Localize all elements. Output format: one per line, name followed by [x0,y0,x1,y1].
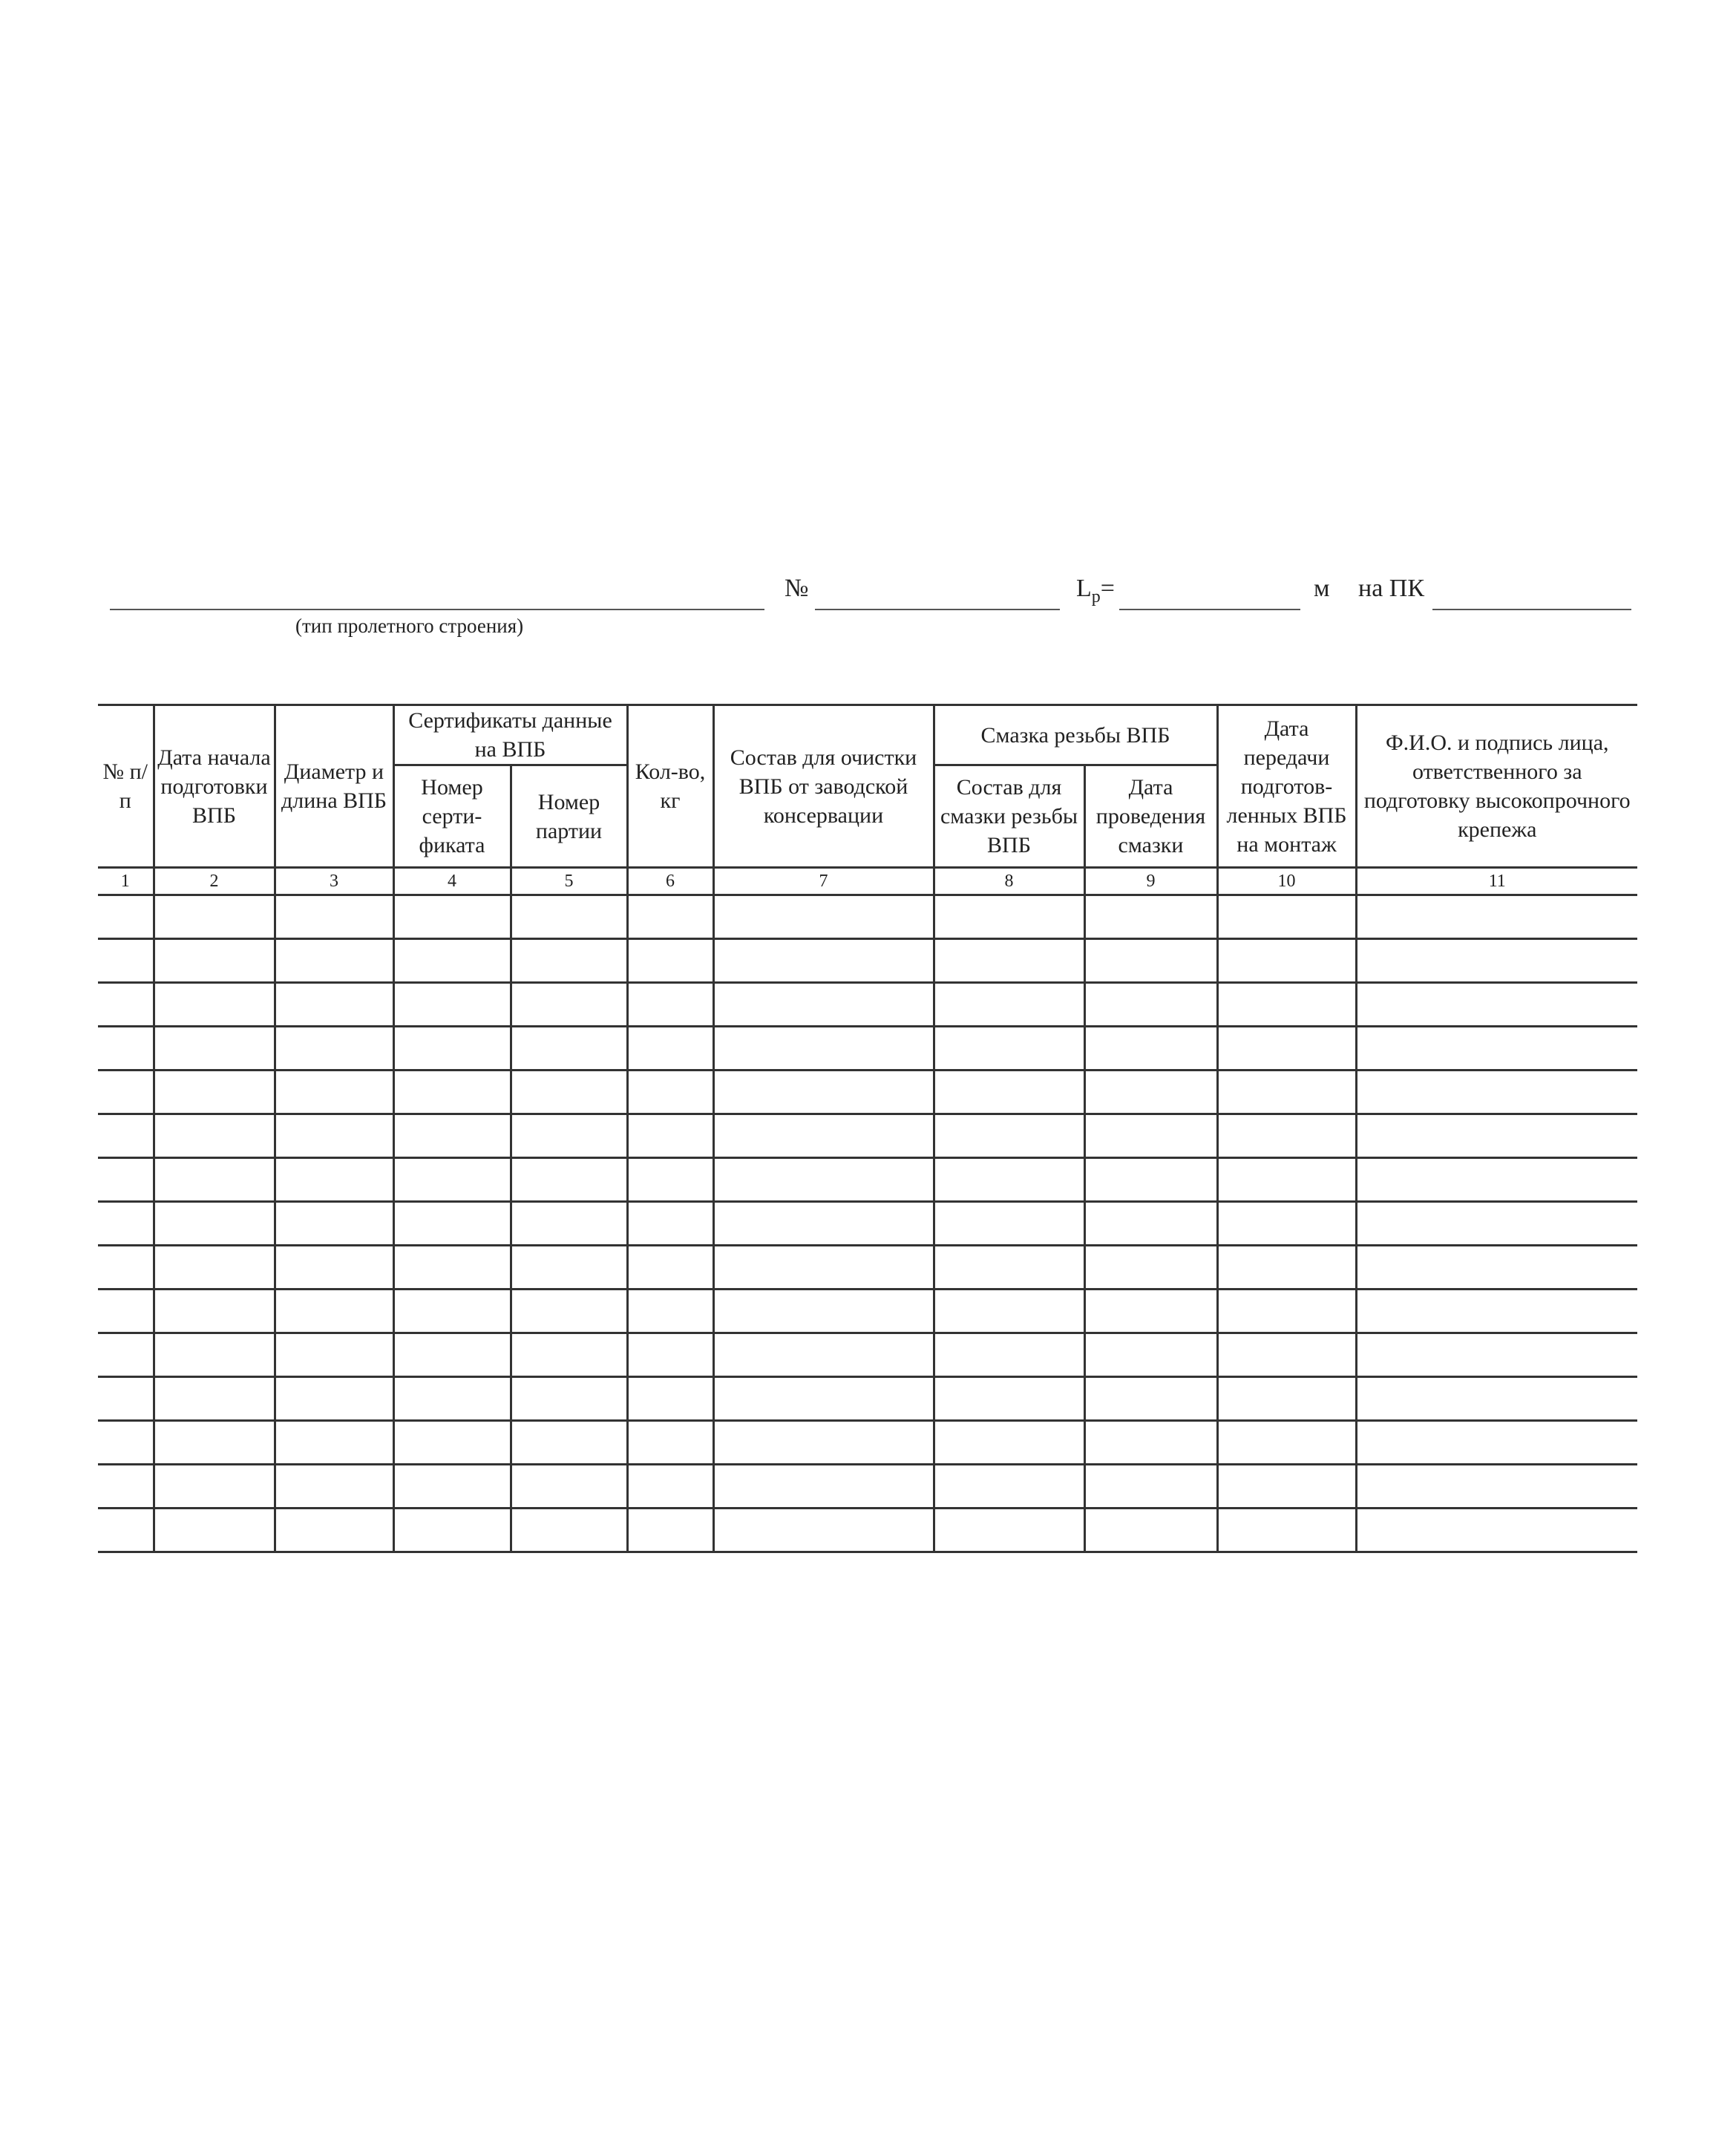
table-cell[interactable] [1084,1202,1217,1246]
table-cell[interactable] [713,1246,934,1290]
table-cell[interactable] [713,895,934,939]
table-cell[interactable] [1356,1246,1637,1290]
table-cell[interactable] [393,939,511,983]
table-row [98,983,1637,1027]
column-number: 10 [1217,868,1356,895]
table-cell[interactable] [713,1027,934,1071]
length-label-eq: = [1100,575,1115,602]
span-type-blank[interactable] [110,572,764,610]
table-cell[interactable] [1217,1377,1356,1421]
table-row [98,1246,1637,1290]
table-cell[interactable] [275,1333,393,1377]
table-cell[interactable] [713,1509,934,1552]
table-cell[interactable] [98,1114,154,1158]
table-cell[interactable] [627,939,713,983]
table-cell[interactable] [1356,1421,1637,1465]
table-cell[interactable] [627,1333,713,1377]
table-cell[interactable] [511,1421,627,1465]
table-cell[interactable] [713,1202,934,1246]
col-diameter-header: Диаметр и длина ВПБ [275,705,393,868]
table-cell[interactable] [1084,1114,1217,1158]
table-cell[interactable] [154,939,275,983]
column-number: 7 [713,868,934,895]
table-cell[interactable] [154,1333,275,1377]
table-cell[interactable] [1217,1333,1356,1377]
table-cell[interactable] [1356,1509,1637,1552]
table-cell[interactable] [154,1202,275,1246]
table-cell[interactable] [627,1246,713,1290]
table-cell[interactable] [627,1027,713,1071]
table-cell[interactable] [98,1421,154,1465]
column-number: 2 [154,868,275,895]
table-cell[interactable] [511,1158,627,1202]
table-cell[interactable] [393,1333,511,1377]
table-cell[interactable] [511,895,627,939]
table-cell[interactable] [511,1114,627,1158]
table-cell[interactable] [511,1465,627,1509]
table-cell[interactable] [275,1114,393,1158]
col-lube-date-header: Дата проведения смазки [1084,765,1217,868]
table-row [98,1333,1637,1377]
table-cell[interactable] [934,1246,1084,1290]
table-cell[interactable] [154,1509,275,1552]
table-cell[interactable] [627,1158,713,1202]
table-cell[interactable] [393,1246,511,1290]
table-cell[interactable] [511,1290,627,1333]
table-cell[interactable] [934,1114,1084,1158]
table-cell[interactable] [511,1377,627,1421]
table-cell[interactable] [275,1027,393,1071]
table-cell[interactable] [627,1465,713,1509]
table-cell[interactable] [98,1333,154,1377]
table-row [98,1421,1637,1465]
table-cell[interactable] [713,1290,934,1333]
table-cell[interactable] [713,1465,934,1509]
table-cell[interactable] [1356,939,1637,983]
table-cell[interactable] [1084,895,1217,939]
table-cell[interactable] [275,1071,393,1114]
table-cell[interactable] [393,1377,511,1421]
table-cell[interactable] [1356,895,1637,939]
table-cell[interactable] [934,1333,1084,1377]
table-cell[interactable] [1217,1114,1356,1158]
table-cell[interactable] [275,1421,393,1465]
table-cell[interactable] [393,1027,511,1071]
table-cell[interactable] [393,1290,511,1333]
column-number: 5 [511,868,627,895]
table-cell[interactable] [627,895,713,939]
table-cell[interactable] [934,1465,1084,1509]
table-cell[interactable] [275,1158,393,1202]
table-row [98,1114,1637,1158]
table-cell[interactable] [934,1421,1084,1465]
table-cell[interactable] [1356,1158,1637,1202]
column-number: 8 [934,868,1084,895]
table-cell[interactable] [1217,895,1356,939]
col-lube-composition-header: Состав для смазки резьбы ВПБ [934,765,1084,868]
number-label: № [785,575,809,602]
column-number: 9 [1084,868,1217,895]
table-cell[interactable] [275,1290,393,1333]
table-cell[interactable] [1356,1027,1637,1071]
table-cell[interactable] [1084,1027,1217,1071]
table-cell[interactable] [98,1246,154,1290]
table-cell[interactable] [98,1027,154,1071]
table-cell[interactable] [393,1071,511,1114]
table-cell[interactable] [154,983,275,1027]
table-cell[interactable] [393,1509,511,1552]
table-cell[interactable] [275,1509,393,1552]
table-cell[interactable] [1356,1071,1637,1114]
table-cell[interactable] [627,1421,713,1465]
table-cell[interactable] [98,939,154,983]
table-cell[interactable] [713,983,934,1027]
table-cell[interactable] [934,1377,1084,1421]
table-cell[interactable] [511,1246,627,1290]
table-cell[interactable] [154,1421,275,1465]
table-cell[interactable] [511,1202,627,1246]
table-cell[interactable] [98,1465,154,1509]
table-cell[interactable] [1084,939,1217,983]
table-cell[interactable] [511,1071,627,1114]
table-cell[interactable] [713,1421,934,1465]
table-cell[interactable] [154,1377,275,1421]
table-cell[interactable] [934,1027,1084,1071]
table-cell[interactable] [393,983,511,1027]
table-row [98,1465,1637,1509]
table-cell[interactable] [934,1509,1084,1552]
table-cell[interactable] [1217,939,1356,983]
col-responsible-header: Ф.И.О. и подпись лица, ответственного за подготовку высокопрочного крепежа [1356,705,1637,868]
journal-table [98,704,1637,1553]
table-cell[interactable] [393,895,511,939]
table-row [98,1071,1637,1114]
table-cell[interactable] [393,1114,511,1158]
table-cell[interactable] [154,1465,275,1509]
table-cell[interactable] [1217,1290,1356,1333]
table-cell[interactable] [1356,983,1637,1027]
journal-body [98,895,1637,1552]
table-row [98,1509,1637,1552]
table-cell[interactable] [393,1421,511,1465]
table-cell[interactable] [154,1158,275,1202]
table-cell[interactable] [154,1114,275,1158]
table-cell[interactable] [713,1333,934,1377]
col-batch-number-header: Номер партии [511,765,627,868]
column-number: 11 [1356,868,1637,895]
table-cell[interactable] [511,983,627,1027]
table-cell[interactable] [154,895,275,939]
table-cell[interactable] [98,1290,154,1333]
table-cell[interactable] [1217,1158,1356,1202]
table-cell[interactable] [1356,1377,1637,1421]
table-row [98,1158,1637,1202]
length-label-main: L [1076,575,1092,602]
table-cell[interactable] [1084,1290,1217,1333]
table-cell[interactable] [713,1071,934,1114]
table-cell[interactable] [393,1158,511,1202]
table-cell[interactable] [98,895,154,939]
table-cell[interactable] [1084,1377,1217,1421]
pk-label: на ПК [1358,575,1425,602]
table-cell[interactable] [98,1158,154,1202]
table-cell[interactable] [713,1158,934,1202]
table-row [98,1027,1637,1071]
span-type-caption: (тип пролетного строения) [295,615,524,637]
table-cell[interactable] [511,1027,627,1071]
table-cell[interactable] [511,1509,627,1552]
group-certificates-header: Сертификаты данные на ВПБ [393,705,627,765]
column-number: 1 [98,868,154,895]
col-handover-date-header: Дата передачи подготов-ленных ВПБ на монтаж [1217,705,1356,868]
column-number: 4 [393,868,511,895]
table-cell[interactable] [275,895,393,939]
table-cell[interactable] [1356,1333,1637,1377]
table-cell[interactable] [1356,1290,1637,1333]
table-cell[interactable] [1217,1027,1356,1071]
table-cell[interactable] [154,1027,275,1071]
number-blank[interactable] [815,572,1060,610]
table-cell[interactable] [1084,1509,1217,1552]
table-cell[interactable] [154,1071,275,1114]
table-cell[interactable] [98,1377,154,1421]
col-certificate-number-header: Номер серти-фиката [393,765,511,868]
length-blank[interactable] [1119,572,1300,610]
group-lubrication-header: Смазка резьбы ВПБ [934,705,1217,765]
table-cell[interactable] [275,1246,393,1290]
table-cell[interactable] [98,1202,154,1246]
table-cell[interactable] [154,1246,275,1290]
table-cell[interactable] [511,939,627,983]
table-cell[interactable] [934,895,1084,939]
column-number: 6 [627,868,713,895]
col-quantity-header: Кол-во, кг [627,705,713,868]
table-cell[interactable] [1217,1421,1356,1465]
table-row [98,1290,1637,1333]
table-cell[interactable] [627,1509,713,1552]
table-cell[interactable] [1356,1465,1637,1509]
length-label [1076,570,1115,615]
table-cell[interactable] [934,1158,1084,1202]
table-cell[interactable] [934,983,1084,1027]
table-cell[interactable] [713,1114,934,1158]
table-row [98,939,1637,983]
col-number-header: № п/п [98,705,154,868]
table-cell[interactable] [511,1333,627,1377]
table-cell[interactable] [627,1114,713,1158]
form-header [0,572,1736,676]
table-cell[interactable] [393,1202,511,1246]
length-unit: м [1314,575,1330,602]
table-cell[interactable] [1084,1158,1217,1202]
table-row [98,1377,1637,1421]
table-row [98,895,1637,939]
table-cell[interactable] [1217,1071,1356,1114]
table-cell[interactable] [98,983,154,1027]
col-cleaning-header: Состав для очистки ВПБ от заводской консервации [713,705,934,868]
table-cell[interactable] [934,1071,1084,1114]
table-cell[interactable] [713,939,934,983]
table-cell[interactable] [627,1202,713,1246]
table-cell[interactable] [1084,1465,1217,1509]
table-cell[interactable] [1084,1421,1217,1465]
table-cell[interactable] [1217,1202,1356,1246]
pk-blank[interactable] [1432,572,1631,610]
table-cell[interactable] [713,1377,934,1421]
table-cell[interactable] [1217,1246,1356,1290]
table-cell[interactable] [1356,1114,1637,1158]
table-cell[interactable] [275,939,393,983]
table-cell[interactable] [1217,1509,1356,1552]
column-number: 3 [275,868,393,895]
table-cell[interactable] [393,1465,511,1509]
table-cell[interactable] [154,1290,275,1333]
table-cell[interactable] [1356,1202,1637,1246]
table-cell[interactable] [1084,1071,1217,1114]
table-cell[interactable] [627,1377,713,1421]
length-label-sub: p [1091,587,1101,607]
table-cell[interactable] [627,1290,713,1333]
table-cell[interactable] [98,1509,154,1552]
table-row [98,1202,1637,1246]
table-cell[interactable] [934,1290,1084,1333]
table-cell[interactable] [1217,983,1356,1027]
table-cell[interactable] [934,939,1084,983]
table-cell[interactable] [1084,1333,1217,1377]
table-cell[interactable] [1084,983,1217,1027]
table-cell[interactable] [1084,1246,1217,1290]
table-cell[interactable] [627,1071,713,1114]
table-cell[interactable] [627,983,713,1027]
column-numbers-row [98,868,1637,895]
table-cell[interactable] [934,1202,1084,1246]
table-cell[interactable] [98,1071,154,1114]
table-cell[interactable] [275,1202,393,1246]
table-cell[interactable] [275,983,393,1027]
col-start-date-header: Дата начала подготовки ВПБ [154,705,275,868]
table-cell[interactable] [1217,1465,1356,1509]
table-cell[interactable] [275,1465,393,1509]
table-cell[interactable] [275,1377,393,1421]
